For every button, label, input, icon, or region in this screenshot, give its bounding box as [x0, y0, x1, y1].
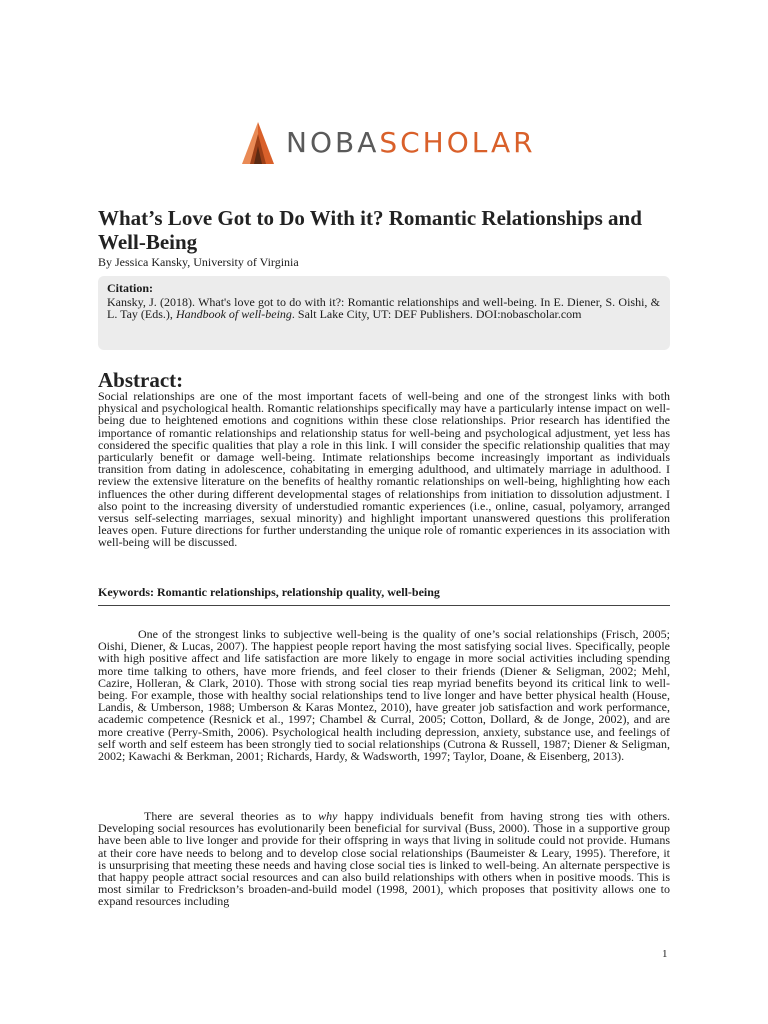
citation-label: Citation: [107, 281, 153, 295]
citation-text-part2: . Salt Lake City, UT: DEF Publishers. DOI:nobascholar.com [291, 307, 582, 321]
body-paragraph-2-part1: There are several theories as to [144, 809, 319, 823]
body-paragraph-2-part2: happy individuals benefit from having strong ties with others. Developing social resources has evolutionarily been beneficial for survival (Buss, 2000). Those in a supportive group have been able to live longer and provide for their offspring in ways that living in solitude could not provide. Humans at their core have needs to belong and to develop close social relationships (Baumeister & Leary, 1995). Therefore, it is unsurprising that meeting these needs and having close social ties is linked to well-being. An alternate perspective is that happy people attract social resources and can also build relationships with others when in positive moods. This is most similar to Fredrickson’s broaden-and-build model (1998, 2001), which proposes that positivity allows one to expand resources including [98, 809, 671, 909]
article-title: What’s Love Got to Do With it? Romantic Relationships and Well-Being [98, 206, 642, 254]
keywords: Keywords: Romantic relationships, relationship quality, well-being [98, 585, 440, 599]
logo-wordmark [286, 126, 536, 159]
page-number: 1 [662, 948, 668, 960]
citation-book-title: Handbook of well-being [175, 307, 292, 321]
body-paragraph-2-emphasis: why [318, 809, 338, 823]
citation-box [98, 276, 670, 350]
section-divider [98, 605, 670, 606]
logo-scholar-text: SCHOLAR [379, 126, 536, 159]
citation-text-part1: Kansky, J. (2018). What's love got to do with it?: Romantic relationships and well-being. In E. Diener, S. Oishi, & L. Tay (Eds.), [107, 294, 660, 321]
body-paragraph-2 [98, 810, 670, 908]
citation-text [107, 296, 660, 321]
abstract-heading: Abstract: [98, 368, 184, 392]
body-paragraph-1: One of the strongest links to subjective well-being is the quality of one’s social relationships (Frisch, 2005; Oishi, Diener, & Lucas, 2007). The happiest people report having the most satisfying social lives. Specifically, people with high positive affect and life satisfaction are more likely to engage in more social activities including spending more time talking to others, have more friends, and feel closer to their friends (Diener & Seligman, 2002; Mehl, Cazire, Holleran, & Clark, 2010). Those with strong social ties reap myriad benefits beyond its critical link to well-being. For example, those with healthy social relationships tend to live longer and have better physical health (House, Landis, & Umberson, 1988; Umberson & Karas Montez, 2010), have greater job satisfaction and work performance, academic competence (Resnick et al., 1997; Chambel & Curral, 2005; Cotton, Dollard, & de Jonge, 2002), and are more creative (Perry-Smith, 2006). Psychological health including depression, anxiety, substance use, and feelings of self worth and self esteem has been strongly tied to social relationships (Cutrona & Russell, 1987; Diener & Seligman, 2002; Kawachi & Berkman, 2001; Richards, Hardy, & Wadsworth, 1997; Taylor, Doane, & Eisenberg, 2013). [98, 627, 670, 764]
nobascholar-logo [238, 118, 536, 168]
flame-icon [238, 120, 278, 166]
author-byline: By Jessica Kansky, University of Virginia [98, 255, 299, 269]
abstract-text: Social relationships are one of the most important facets of well-being and one of the strongest links with both physical and psychological health. Romantic relationships specifically may have a particularly intense impact on well-being due to heightened emotions and cognitions within these close relationships. Prior research has identified the importance of romantic relationships and relationship status for well-being and psychological adjustment, yet less has considered the specific qualities that play a role in this link. I will consider the specific relationship qualities that may particularly benefit or damage well-being. Intimate relationships become increasingly important as individuals transition from dating in adolescence, cohabitating in emerging adulthood, and ultimately marriage in adulthood. I review the extensive literature on the benefits of healthy romantic relationships on well-being, highlighting how each influences the other during different developmental stages of relationships from initiation to dissolution adjustment. I also point to the increasing diversity of understudied romantic experiences (i.e., online, casual, polyamory, arranged versus self-selecting marriages, sexual minority) and highlight important unanswered questions this proliferation leaves open. Future directions for further understanding the unique role of romantic experiences in its association with well-being will be discussed. [98, 389, 670, 550]
logo-noba-text: NOBA [286, 126, 380, 159]
